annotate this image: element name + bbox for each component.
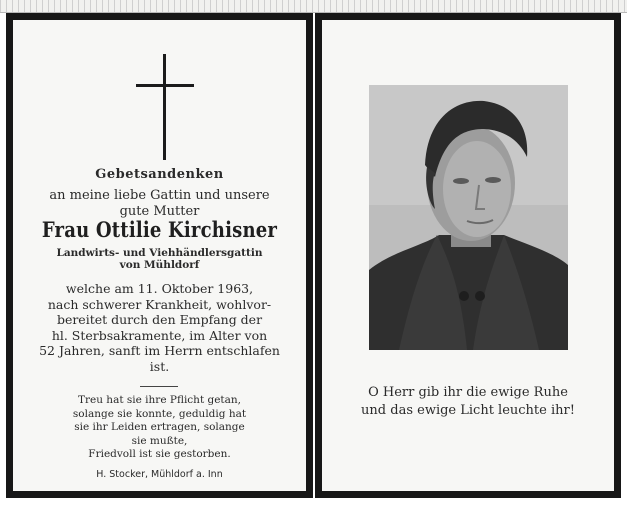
card-heading: Gebetsandenken — [95, 167, 224, 182]
divider — [140, 386, 178, 387]
scan-ruler — [0, 0, 627, 13]
deceased-name: Frau Ottilie Kirchisner — [41, 217, 278, 242]
obituary-text: welche am 11. Oktober 1963, nach schwerer Krankheit, wohlvor- bereitet durch den Empfang der hl. Sterbsakramente, im Alter von 52 Jahren, sanft im Herrn entschlafen ist. — [39, 281, 280, 374]
prayer-text: O Herr gib ihr die ewige Ruhe und das ewige Licht leuchte ihr! — [361, 385, 575, 418]
memorial-card-right — [315, 13, 621, 498]
memorial-card-left — [6, 13, 313, 498]
printer-credit: H. Stocker, Mühldorf a. Inn — [96, 469, 223, 480]
deceased-occupation: Landwirts- und Viehhändlersgattin von Mühldorf — [56, 247, 263, 271]
cross-icon — [136, 54, 194, 160]
dedication-text: an meine liebe Gattin und unsere gute Mutter — [49, 188, 270, 219]
memorial-verse: Treu hat sie ihre Pflicht getan, solange sie konnte, geduldig hat sie ihr Leiden ertragen, solange sie mußte, Friedvoll ist sie gestorben. — [72, 394, 247, 460]
portrait-photo — [369, 85, 568, 350]
